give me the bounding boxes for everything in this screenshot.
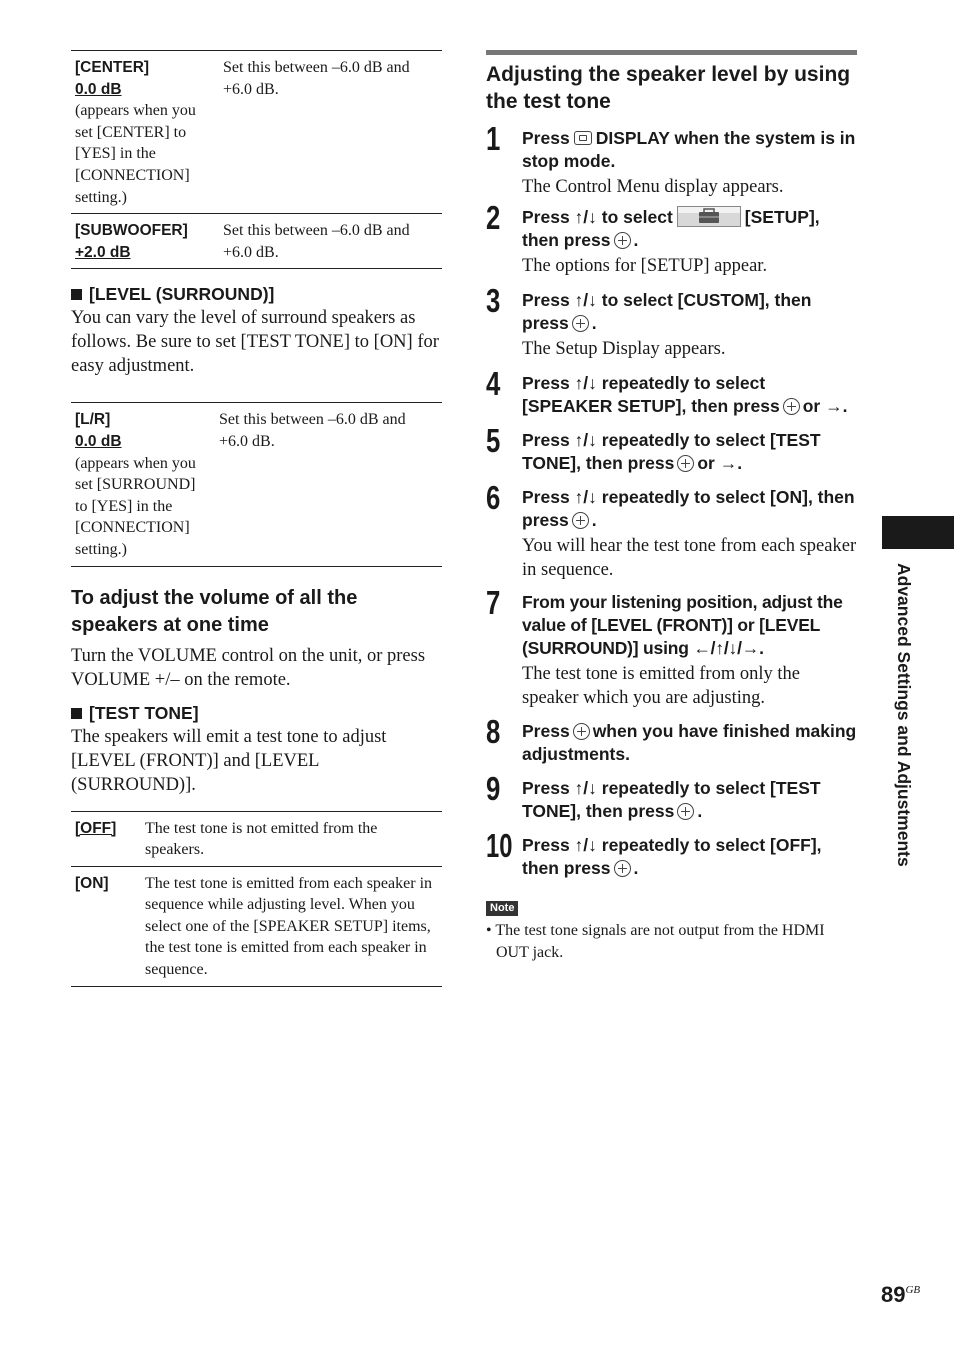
step-result: The options for [SETUP] appear.	[522, 256, 768, 276]
enter-button-icon	[677, 803, 694, 820]
lr-table	[71, 402, 442, 566]
option-description: Set this between –6.0 dB and +6.0 dB.	[223, 222, 410, 261]
bullet-square-icon	[71, 708, 82, 719]
note-badge: Note	[486, 901, 518, 916]
step-result: The Control Menu display appears.	[522, 177, 784, 197]
option-description: The test tone is emitted from each speaker in sequence while adjusting level. When you select one of the [SPEAKER SETUP] items, the test tone is emitted from each speaker in sequence.	[145, 874, 433, 979]
step-result: The test tone is emitted from only the speaker which you are adjusting.	[522, 664, 800, 708]
step-5: 5 Press ↑/↓ repeatedly to select [TEST TONE], then press or →.	[486, 422, 821, 473]
option-description: Set this between –6.0 dB and +6.0 dB.	[223, 59, 410, 98]
step-6: 6 Press ↑/↓ repeatedly to select [ON], then press . You will hear the test tone from each speaker in sequence.	[486, 479, 857, 580]
page-suffix: GB	[905, 1284, 921, 1296]
step-1: 1 Press DISPLAY when the system is in stop mode. The Control Menu display appears.	[486, 120, 856, 197]
enter-button-icon	[572, 512, 589, 529]
option-note: (appears when you set [SURROUND] to [YES] in the [CONNECTION] setting.)	[75, 454, 196, 558]
step-3: 3 Press ↑/↓ to select [CUSTOM], then press . The Setup Display appears.	[486, 289, 857, 361]
step-number: 4	[486, 365, 501, 402]
note-block	[486, 898, 857, 964]
step-7: 7 From your listening position, adjust the value of [LEVEL (FRONT)] or [LEVEL (SURROUND)] using ←/↑/↓/→. The test tone is emitted from only the speaker which you are adjusting.	[486, 591, 857, 710]
option-name: [OFF]	[75, 819, 117, 837]
section-rule	[486, 50, 857, 55]
table-row	[71, 403, 442, 566]
side-section-label: Advanced Settings and Adjustments	[894, 563, 914, 867]
bullet-square-icon	[71, 289, 82, 300]
step-9: 9 Press ↑/↓ repeatedly to select [TEST TONE], then press .	[486, 770, 821, 821]
option-description: Set this between –6.0 dB and +6.0 dB.	[219, 411, 406, 450]
test-tone-heading: [TEST TONE]	[71, 702, 442, 724]
right-column	[486, 50, 857, 964]
option-name: [ON]	[75, 874, 109, 892]
step-number: 10	[486, 827, 513, 864]
step-number: 9	[486, 770, 501, 807]
table-row	[71, 811, 442, 866]
enter-button-icon	[572, 315, 589, 332]
left-column	[71, 50, 442, 987]
volume-section-body: Turn the VOLUME control on the unit, or press VOLUME +/– on the remote.	[71, 645, 426, 690]
display-button-icon	[574, 131, 592, 145]
option-description: The test tone is not emitted from the speakers.	[145, 819, 378, 859]
enter-button-icon	[614, 232, 631, 249]
volume-section-heading: To adjust the volume of all the speakers at one time	[71, 586, 358, 636]
option-name: [L/R]	[75, 411, 111, 429]
center-subwoofer-table	[71, 50, 442, 269]
option-name: [SUBWOOFER]	[75, 222, 188, 240]
step-8: 8 Press when you have finished making adjustments.	[486, 713, 857, 764]
test-tone-body: The speakers will emit a test tone to adjust [LEVEL (FRONT)] and [LEVEL (SURROUND)].	[71, 726, 387, 795]
step-number: 1	[486, 120, 501, 157]
level-surround-heading: [LEVEL (SURROUND)]	[71, 283, 442, 305]
table-row	[71, 866, 442, 986]
table-row	[71, 214, 442, 269]
option-name: [CENTER]	[75, 59, 150, 76]
enter-button-icon	[783, 398, 800, 415]
step-number: 2	[486, 199, 501, 236]
enter-button-icon	[614, 860, 631, 877]
enter-button-icon	[677, 455, 694, 472]
option-default-value: 0.0 dB	[75, 432, 122, 450]
option-default-value: +2.0 dB	[75, 243, 131, 261]
step-result: The Setup Display appears.	[522, 339, 726, 359]
step-number: 7	[486, 584, 501, 621]
section-tab-marker	[882, 516, 954, 549]
step-result: You will hear the test tone from each speaker in sequence.	[522, 536, 857, 580]
option-default-value: 0.0 dB	[75, 80, 122, 98]
table-row	[71, 51, 442, 214]
step-number: 8	[486, 713, 501, 750]
step-2: 2 Press ↑/↓ to select [SETUP], then press . The options for [SETUP] appear.	[486, 206, 857, 278]
note-text: • The test tone signals are not output from the HDMI OUT jack.	[486, 922, 825, 961]
section-heading: Adjusting the speaker level by using the test tone	[486, 63, 851, 113]
step-number: 5	[486, 422, 501, 459]
test-tone-table	[71, 811, 442, 987]
step-number: 6	[486, 479, 501, 516]
step-10: 10 Press ↑/↓ repeatedly to select [OFF], then press .	[486, 827, 822, 878]
level-surround-body: You can vary the level of surround speakers as follows. Be sure to set [TEST TONE] to [ON] for easy adjustment.	[71, 308, 439, 377]
enter-button-icon	[573, 723, 590, 740]
setup-toolbox-icon	[677, 206, 741, 227]
page-number: $89^{GB}$	[881, 1282, 921, 1307]
step-4: 4 Press ↑/↓ repeatedly to select [SPEAKER SETUP], then press or →.	[486, 365, 848, 416]
step-number: 3	[486, 282, 501, 319]
option-note: (appears when you set [CENTER] to [YES] in the [CONNECTION] setting.)	[75, 102, 196, 206]
